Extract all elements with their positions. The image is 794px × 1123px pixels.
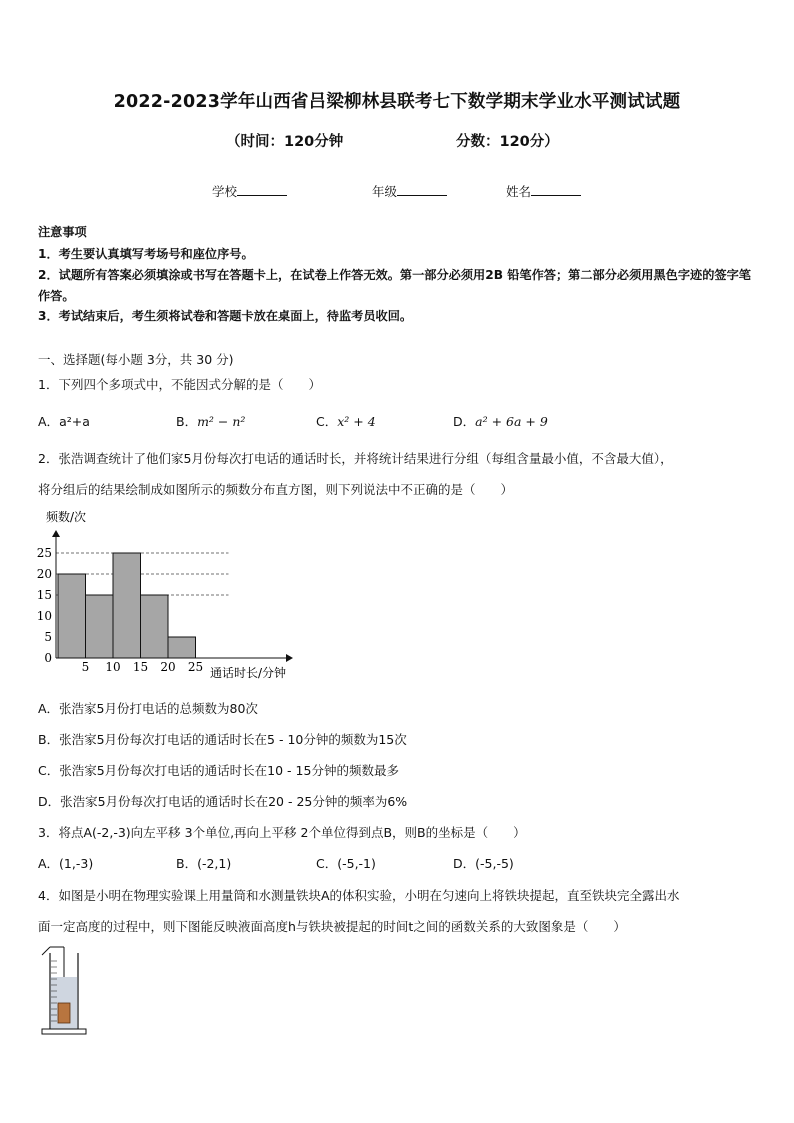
q1-option-b — [176, 412, 245, 430]
q1-option-a — [38, 412, 90, 430]
q4-stem-line2: 面一定高度的过程中，则下图能反映液面高度h与铁块被提起的时间t之间的函数关系的大致图象是（ ） — [38, 919, 626, 934]
y-tick-label: 25 — [36, 546, 52, 560]
q3-stem: 3．将点A(-2,-3)向左平移 3个单位,再向上平移 2个单位得到点B，则B的坐标是（ ） — [38, 825, 526, 840]
exam-time: （时间：120分钟 — [226, 134, 344, 150]
school-field — [212, 182, 287, 200]
q1-b-text: m² − n² — [197, 414, 246, 429]
q2-option-d: D．张浩家5月份每次打电话的通话时长在20 - 25分钟的频率为6% — [38, 794, 408, 809]
q1-b-label: B． — [176, 414, 198, 429]
y-tick-label: 0 — [44, 651, 52, 665]
q1-option-c — [316, 412, 376, 430]
histogram-bar-4 — [141, 595, 169, 658]
name-blank — [531, 183, 581, 196]
q3-option-c: C．(-5,-1) — [316, 856, 376, 871]
q4-stem-line1: 4．如图是小明在物理实验课上用量筒和水测量铁块A的体积实验，小明在匀速向上将铁块提起，直至铁块完全露出水 — [38, 888, 680, 903]
q2-stem-line2: 将分组后的结果绘制成如图所示的频数分布直方图，则下列说法中不正确的是（ ） — [38, 482, 514, 497]
y-tick-label: 20 — [36, 567, 52, 581]
y-axis-label: 频数/次 — [46, 510, 87, 524]
x-axis-label: 通话时长/分钟 — [210, 666, 287, 680]
y-tick-label: 10 — [36, 609, 52, 623]
x-tick-label: 15 — [132, 660, 149, 674]
q1-d-label: D． — [453, 414, 476, 429]
q3-option-a: A．(1,-3) — [38, 856, 94, 871]
note-3: 3．考试结束后，考生须将试卷和答题卡放在桌面上，待监考员收回。 — [38, 309, 413, 323]
q2-option-c: C．张浩家5月份每次打电话的通话时长在10 - 15分钟的频数最多 — [38, 763, 399, 778]
iron-block — [58, 1003, 70, 1023]
q2-option-b: B．张浩家5月份每次打电话的通话时长在5 - 10分钟的频数为15次 — [38, 732, 407, 747]
x-tick-label: 20 — [160, 660, 176, 674]
frequency-histogram — [30, 505, 320, 685]
q1-stem: 1．下列四个多项式中，不能因式分解的是（ ） — [38, 377, 321, 392]
notes-heading: 注意事项 — [38, 225, 87, 239]
x-tick-label: 25 — [187, 660, 204, 674]
histogram-bar-3 — [113, 553, 141, 658]
grade-field — [372, 182, 447, 200]
q1-a-text: a²+a — [59, 414, 90, 429]
histogram-bar-2 — [86, 595, 114, 658]
histogram-bar-5 — [168, 637, 196, 658]
x-tick-label: 10 — [105, 660, 121, 674]
y-tick-label: 5 — [44, 630, 52, 644]
q3-option-b: B．(-2,1) — [176, 856, 232, 871]
q1-c-text: x² + 4 — [337, 414, 376, 429]
name-label: 姓名 — [506, 184, 532, 199]
q1-a-label: A． — [38, 414, 60, 429]
q1-option-d — [453, 412, 548, 430]
q1-c-label: C． — [316, 414, 338, 429]
section-heading: 一、选择题(每小题 3分，共 30 分) — [38, 352, 234, 367]
exam-score: 分数：120分） — [456, 134, 559, 150]
school-blank — [237, 183, 287, 196]
note-1: 1．考生要认真填写考场号和座位序号。 — [38, 247, 254, 261]
note-2: 2．试题所有答案必须填涂或书写在答题卡上，在试卷上作答无效。第一部分必须用2B 铅笔作答；第二部分必须用黑色字迹的签字笔作答。 — [38, 268, 751, 303]
name-field — [506, 182, 581, 200]
histogram-bar-1 — [58, 574, 86, 658]
q3-option-d: D．(-5,-5) — [453, 856, 514, 871]
q2-option-a: A．张浩家5月份打电话的总频数为80次 — [38, 701, 258, 716]
q2-stem-line1: 2．张浩调查统计了他们家5月份每次打电话的通话时长，并将统计结果进行分组（每组含量最小值，不含最大值）， — [38, 451, 673, 466]
grade-blank — [397, 183, 447, 196]
q1-d-text: a² + 6a + 9 — [475, 414, 548, 429]
school-label: 学校 — [212, 184, 238, 199]
measuring-cylinder-figure — [38, 945, 90, 1037]
x-tick-label: 5 — [81, 660, 90, 674]
y-tick-label: 15 — [36, 588, 52, 602]
page-title: 2022-2023学年山西省吕梁柳林县联考七下数学期末学业水平测试试题 — [113, 92, 681, 112]
grade-label: 年级 — [372, 184, 398, 199]
